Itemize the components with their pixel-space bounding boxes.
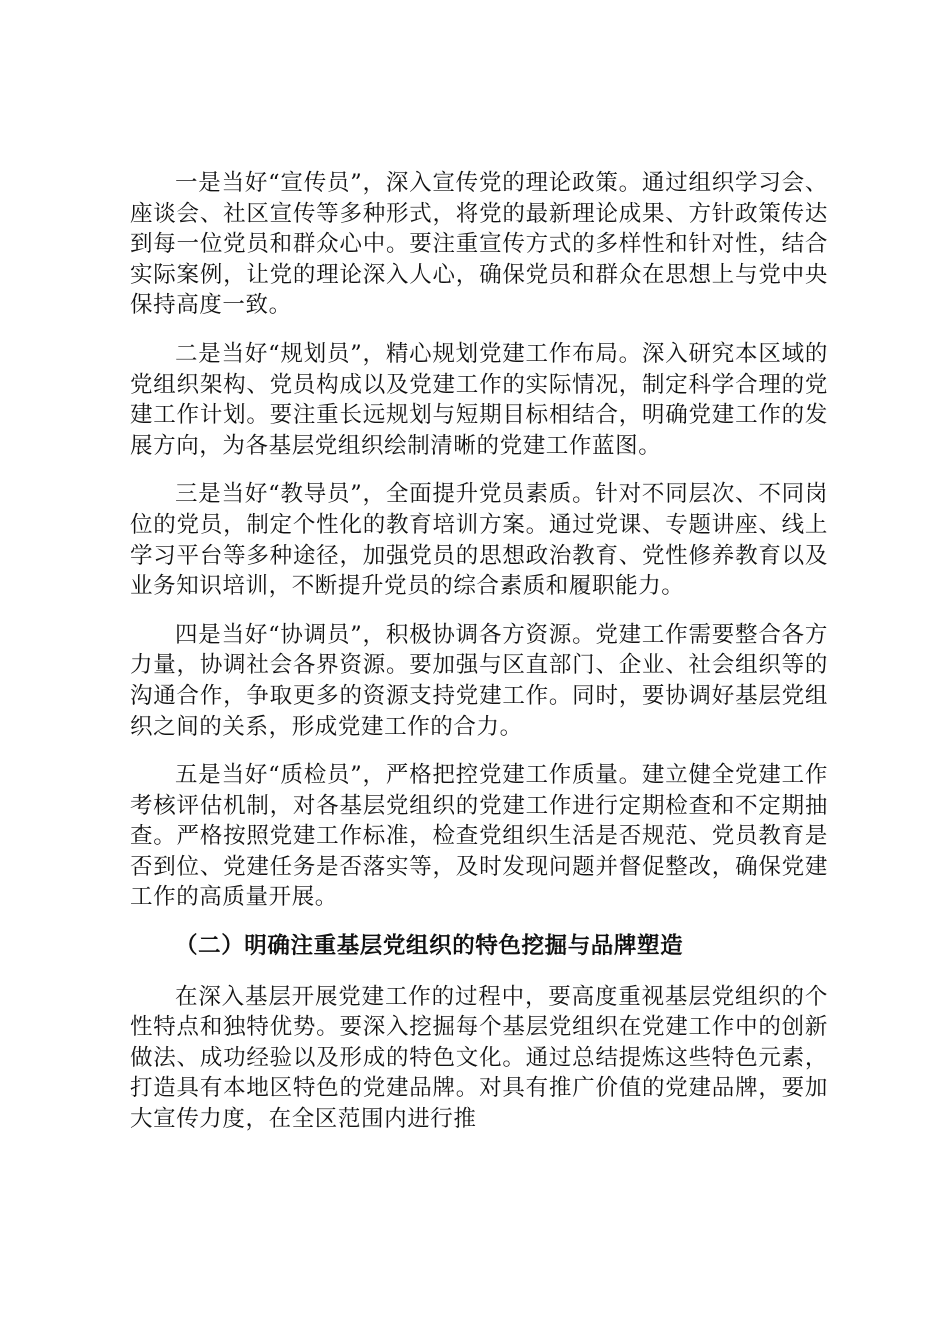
document-page	[130, 168, 828, 1153]
paragraph-instructor: 三是当好“教导员”，全面提升党员素质。针对不同层次、不同岗位的党员，制定个性化的教育培训方案。通过党课、专题讲座、线上学习平台等多种途径，加强党员的思想政治教育、党性修养教育以及业务知识培训，不断提升党员的综合素质和履职能力。	[130, 481, 828, 600]
paragraph-propagandist: 一是当好“宣传员”，深入宣传党的理论政策。通过组织学习会、座谈会、社区宣传等多种形式，将党的最新理论成果、方针政策传达到每一位党员和群众心中。要注重宣传方式的多样性和针对性，结合实际案例，让党的理论深入人心，确保党员和群众在思想上与党中央保持高度一致。	[130, 170, 828, 319]
paragraph-inspector: 五是当好“质检员”，严格把控党建工作质量。建立健全党建工作考核评估机制，对各基层党组织的党建工作进行定期检查和不定期抽查。严格按照党建工作标准，检查党组织生活是否规范、党员教育是否到位、党建任务是否落实等，及时发现问题并督促整改，确保党建工作的高质量开展。	[130, 762, 828, 911]
paragraph-coordinator: 四是当好“协调员”，积极协调各方资源。党建工作需要整合各方力量，协调社会各界资源。要加强与区直部门、企业、社会组织等的沟通合作，争取更多的资源支持党建工作。同时，要协调好基层党组织之间的关系，形成党建工作的合力。	[130, 621, 828, 740]
paragraph-planner: 二是当好“规划员”，精心规划党建工作布局。深入研究本区域的党组织架构、党员构成以及党建工作的实际情况，制定科学合理的党建工作计划。要注重长远规划与短期目标相结合，明确党建工作的发展方向，为各基层党组织绘制清晰的党建工作蓝图。	[130, 340, 828, 459]
section-heading: （二）明确注重基层党组织的特色挖掘与品牌塑造	[175, 933, 684, 960]
paragraph-brand-building: 在深入基层开展党建工作的过程中，要高度重视基层党组织的个性特点和独特优势。要深入挖掘每个基层党组织在党建工作中的创新做法、成功经验以及形成的特色文化。通过总结提炼这些特色元素，打造具有本地区特色的党建品牌。对具有推广价值的党建品牌，要加大宣传力度，在全区范围内进行推	[130, 983, 828, 1133]
